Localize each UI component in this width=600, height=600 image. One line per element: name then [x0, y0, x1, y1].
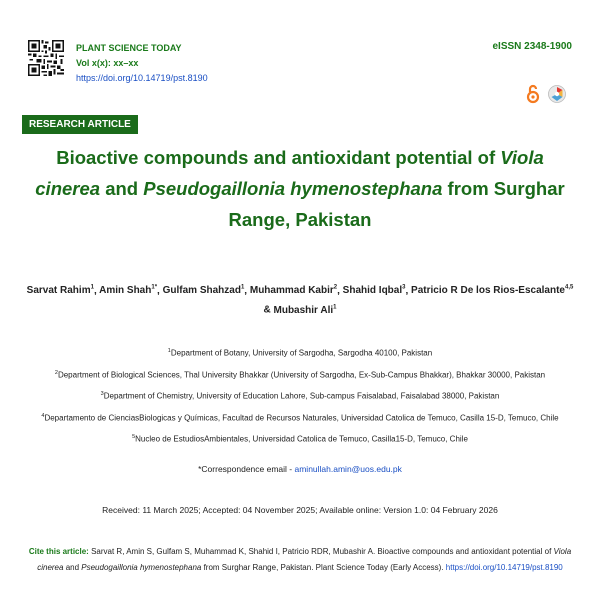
cite-label: Cite this article: [28, 547, 89, 556]
author: Sarvat Rahim$^1$ [26, 285, 94, 297]
cite-doi-link[interactable]: https://doi.org/10.14719/pst.8190 [445, 563, 563, 572]
qr-code-icon [28, 40, 64, 76]
author: Muhammad Kabir$^2$ [249, 285, 338, 297]
correspondence-email[interactable]: aminullah.amin@uos.edu.pk [294, 464, 402, 474]
title-text: from Surghar Range, Pakistan [228, 178, 565, 230]
author: Amin Shah$^{1*}$ [99, 285, 158, 297]
author: Mubashir Ali$^1$ [273, 304, 337, 316]
cite-species: Pseudogaillonia hymenostephana [81, 563, 202, 572]
cite-text: Sarvat R, Amin S, Gulfam S, Muhammad K, Shahid I, Patricio RDR, Mubashir A. Bioactive compounds and antioxidant potential of [88, 547, 554, 556]
title-species: Viola cinerea [35, 147, 544, 199]
correspondence-label: *Correspondence email - [198, 464, 295, 474]
journal-name: PLANT SCIENCE TODAY [76, 43, 182, 53]
title-text: Bioactive compounds and antioxidant potential of [56, 147, 501, 168]
journal-info [76, 41, 208, 86]
author: Gulfam Shahzad$^1$ [162, 285, 245, 297]
doi-link[interactable]: https://doi.org/10.14719/pst.8190 [76, 73, 208, 83]
affiliation: $^4$Departamento de CienciasBiologicas y Químicas, Facultad de Recursos Naturales, Universidad Catolica de Temuco, Casilla 15-D, Temuco, Chile [41, 412, 559, 423]
article-type-badge: RESEARCH ARTICLE [22, 115, 138, 134]
crossmark-icon[interactable] [548, 85, 566, 103]
correspondence [0, 464, 600, 474]
cite-species: Viola cinerea [37, 547, 572, 572]
publication-dates: Received: 11 March 2025; Accepted: 04 November 2025; Available online: Version 1.0: 04 February 2026 [102, 505, 498, 515]
header-icons [526, 84, 566, 104]
affiliation: $^5$Nucleo de EstudiosAmbientales, Universidad Catolica de Temuco, Casilla15-D, Temuco, Chile [132, 434, 468, 445]
affiliation: $^2$Department of Biological Sciences, Thal University Bhakkar (University of Sargodha, Ex-Sub-Campus Bhakkar), Bhakkar 30000, Pakistan [54, 369, 546, 380]
cite-text: from Surghar Range, Pakistan. Plant Science Today (Early Access). [201, 563, 446, 572]
affiliation: $^3$Department of Chemistry, University of Education Lahore, Sub-campus Faisalabad, Faisalabad 38000, Pakistan [100, 391, 500, 401]
affiliation: $^1$Department of Botany, University of Sargodha, Sargodha 40100, Pakistan [167, 348, 433, 358]
issn: eISSN 2348-1900 [492, 41, 572, 52]
author: Shahid Iqbal$^3$ [342, 285, 406, 297]
author-list: Sarvat Rahim$^1$, Amin Shah$^{1*}$, Gulfam Shahzad$^1$, Muhammad Kabir$^2$, Shahid Iqbal$^3$, Patricio R De los Rios-Escalante$^{4,5}$ & Mubashir Ali$^1$ [26, 285, 574, 316]
title-text: and [100, 178, 144, 199]
journal-volume: Vol x(x): xx–xx [76, 58, 139, 68]
author: Patricio R De los Rios-Escalante$^{4,5}$ [411, 285, 574, 297]
citation [28, 544, 572, 576]
title-species: Pseudogaillonia hymenostephana [143, 178, 443, 199]
affiliations [20, 345, 580, 453]
cite-text: and [63, 563, 82, 572]
article-title [30, 142, 570, 235]
open-access-icon[interactable] [526, 84, 540, 104]
